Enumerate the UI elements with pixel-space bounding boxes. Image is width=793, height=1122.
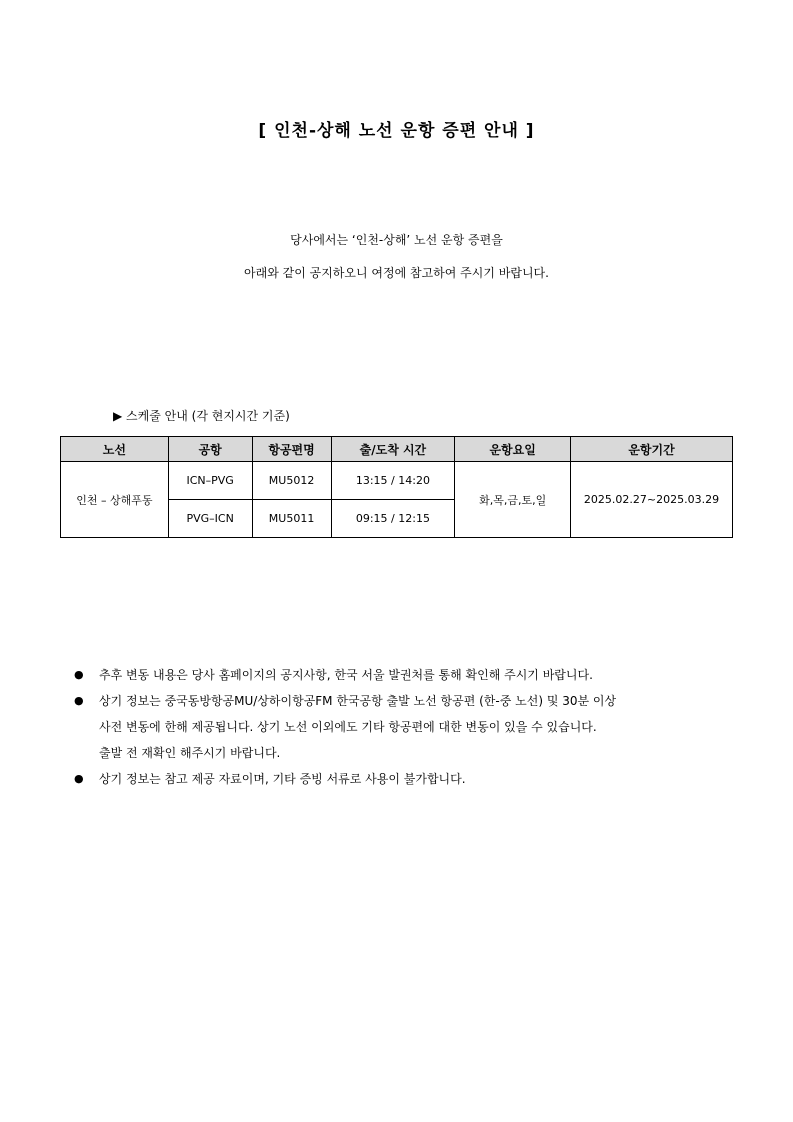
schedule-table (60, 436, 733, 538)
schedule-heading: ▶ 스케줄 안내 (각 현지시간 기준) (113, 409, 290, 423)
note-line: 출발 전 재확인 해주시기 바랍니다. (99, 746, 281, 760)
header-period: 운항기간 (571, 437, 733, 462)
notes-list (74, 662, 734, 792)
header-route: 노선 (61, 437, 169, 462)
header-flight: 항공편명 (252, 437, 331, 462)
list-item (74, 662, 734, 688)
flight-cell: MU5011 (252, 500, 331, 538)
table-row (61, 462, 733, 500)
table-header-row (61, 437, 733, 462)
list-item (74, 766, 734, 792)
period-cell: 2025.02.27~2025.03.29 (571, 462, 733, 538)
bullet-icon: ● (74, 772, 84, 785)
intro-line-2: 아래와 같이 공지하오니 여정에 참고하여 주시기 바랍니다. (244, 266, 549, 280)
bullet-icon: ● (74, 668, 84, 681)
header-days: 운항요일 (455, 437, 571, 462)
airport-cell: ICN–PVG (168, 462, 252, 500)
airport-cell: PVG–ICN (168, 500, 252, 538)
page-title: [ 인천-상해 노선 운항 증편 안내 ] (258, 121, 535, 141)
days-cell: 화,목,금,토,일 (455, 462, 571, 538)
header-time: 출/도착 시간 (331, 437, 455, 462)
note-line: 사전 변동에 한해 제공됩니다. 상기 노선 이외에도 기타 항공편에 대한 변동이 있을 수 있습니다. (99, 720, 597, 734)
flight-cell: MU5012 (252, 462, 331, 500)
time-cell: 09:15 / 12:15 (331, 500, 455, 538)
note-line: 상기 정보는 참고 제공 자료이며, 기타 증빙 서류로 사용이 불가합니다. (99, 772, 466, 786)
intro-line-1: 당사에서는 ‘인천-상해’ 노선 운항 증편을 (290, 233, 503, 247)
bullet-icon: ● (74, 694, 84, 707)
note-line: 상기 정보는 중국동방항공MU/상하이항공FM 한국공항 출발 노선 항공편 (한-중 노선) 및 30분 이상 (99, 694, 617, 708)
header-airport: 공항 (168, 437, 252, 462)
list-item (74, 688, 734, 766)
time-cell: 13:15 / 14:20 (331, 462, 455, 500)
note-line: 추후 변동 내용은 당사 홈페이지의 공지사항, 한국 서울 발권처를 통해 확인해 주시기 바랍니다. (99, 668, 593, 682)
route-cell: 인천 – 상해푸동 (61, 462, 169, 538)
